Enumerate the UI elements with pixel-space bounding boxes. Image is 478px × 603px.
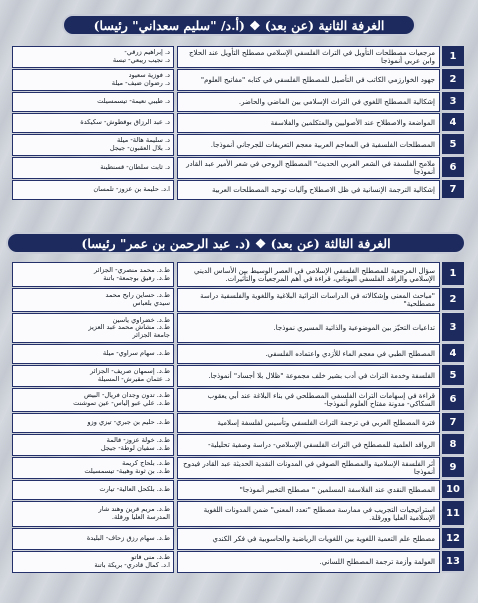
author-name: ط.د. بلحاج كريمة <box>122 460 170 468</box>
author-name: د. طيبي نعيمة- تيسمسيلت <box>97 98 170 106</box>
paper-authors <box>12 434 174 456</box>
author-name: د. بلال العقبون- جيجل <box>109 145 170 152</box>
paper-authors <box>12 113 174 133</box>
row-number: 2 <box>442 288 464 312</box>
paper-title: مرجعيات مصطلحات التأويل في التراث الفلسفي الإسلامي مصطلح التأويل عند الحلاج وابن عربي أنموذجا <box>177 46 440 68</box>
paper-authors <box>12 551 174 573</box>
paper-authors <box>12 313 174 343</box>
paper-authors <box>12 46 174 68</box>
paper-title: ملامح الفلسفة في الشعر العربي الحديث" المصطلح الروحي في شعر الأمير عبد القادر أنموذجا <box>177 157 440 179</box>
paper-authors <box>12 262 174 287</box>
table-row <box>12 157 464 179</box>
paper-authors <box>12 180 174 200</box>
row-number: 8 <box>442 434 464 456</box>
paper-title: الروافد العلمية للمصطلح في التراث الفلسفي الإسلامي- دراسة وصفية تحليلية- <box>177 434 440 456</box>
room3-title: الغرفة الثالثة (عن بعد) ❖ (د. عبد الرحمن بن عمر" رئيسا) <box>81 235 391 251</box>
paper-title: "مباحث المعنى وإشكالاته في الدراسات التراثية البلاغية واللغوية والفلسفية دراسة مصطلحية" <box>177 288 440 312</box>
row-number: 7 <box>442 413 464 433</box>
row-number: 4 <box>442 344 464 364</box>
author-name: ط.د. محمد منصري- الجزائر <box>93 266 170 274</box>
table-row <box>12 388 464 412</box>
paper-authors <box>12 528 174 550</box>
room3-table <box>12 262 464 574</box>
paper-authors <box>12 92 174 112</box>
paper-title: الفلسفة وخدمة التراث في أدب بشير خلف مجموعة "ظلال بلا أجساد" أنموذجا. <box>177 365 440 387</box>
author-name: ط.د. خضراوي ياسين <box>112 316 170 324</box>
author-name: د. عبد الرزاق بوقطوش- سكيكدة <box>80 119 170 127</box>
paper-authors <box>12 413 174 433</box>
author-name: سيدي بلعباس <box>132 300 170 307</box>
table-row <box>12 46 464 68</box>
row-number: 13 <box>442 551 464 573</box>
paper-title: قراءة في إسهامات التراث الفلسفي المصطلحي في بناء البلاغة عند أبي يعقوب السكاكي- مدونة مفتاح العلوم أنموذجا- <box>177 388 440 412</box>
author-name: ط.د. سهام رزق زحاف- البليدة <box>86 535 170 543</box>
paper-authors <box>12 157 174 179</box>
author-name: د. سليمة هالة- ميلة <box>116 137 170 145</box>
author-name: د. إبراهيم زرقي- <box>124 49 170 57</box>
row-number: 7 <box>442 180 464 200</box>
paper-title: المصطلحات الفلسفية في المعاجم العربية معجم التعريفات للجرجاني أنموذجا. <box>177 134 440 156</box>
table-row <box>12 134 464 156</box>
table-row <box>12 413 464 433</box>
paper-title: أثر الفلسفة الإسلامية والمصطلح الصوفي في المدونات النقدية الحديثة عبد القادر فيدوح أنموذجا <box>177 457 440 479</box>
paper-authors <box>12 344 174 364</box>
row-number: 1 <box>442 262 464 287</box>
table-row <box>12 457 464 479</box>
paper-title: مصطلح علم التعمية اللغوية بين اللغويات الرياضية والحاسوبية في فكر الكندي <box>177 528 440 550</box>
paper-authors <box>12 69 174 91</box>
row-number: 5 <box>442 365 464 387</box>
author-name: ط.د. رفيق بوجمعة- باتنة <box>103 274 170 282</box>
author-name: ط.د. سفيان لوطة- جيجل <box>100 445 170 452</box>
author-name: أ.د. كمال قادري- بريكة باتنة <box>94 562 170 569</box>
table-row <box>12 528 464 550</box>
room2-header <box>62 14 416 36</box>
author-name: ط.د. خولة عزوز- قالمة <box>106 437 170 445</box>
row-number: 2 <box>442 69 464 91</box>
author-name: ط.د. بلكحل العالية- تيارت <box>99 486 170 494</box>
author-name: ط.د. حليم بن جبري- تيزي وزو <box>87 419 170 427</box>
table-row <box>12 288 464 312</box>
author-name: د. رضوان ضيف- ميلة <box>111 80 170 87</box>
author-name: ط.د. منى فاتو <box>131 554 170 562</box>
row-number: 4 <box>442 113 464 133</box>
paper-authors <box>12 288 174 312</box>
table-row <box>12 434 464 456</box>
table-row <box>12 365 464 387</box>
row-number: 3 <box>442 313 464 343</box>
author-name: ط.د. مشاش محمد عبد العزيز <box>88 324 170 332</box>
author-name: د. فوزية سعيود <box>128 72 170 80</box>
paper-title: جهود الخوارزمي الكاتب في التأصيل للمصطلح الفلسفي في كتابه "مفاتيح العلوم" <box>177 69 440 91</box>
paper-authors <box>12 501 174 527</box>
paper-title: المصطلح الطبي في معجم الماء للأزدي واعتماده الفلسفي. <box>177 344 440 364</box>
row-number: 6 <box>442 157 464 179</box>
author-name: ط.د. حساين رابح محمد <box>105 292 170 300</box>
paper-title: العولمة وأزمة ترجمة المصطلح اللساني. <box>177 551 440 573</box>
row-number: 3 <box>442 92 464 112</box>
paper-title: استراتيجيات التجريب في ممارسة مصطلح "تعدد المعنى" ضمن المدونات اللغوية الإسلامية العليا وورقلة. <box>177 501 440 527</box>
table-row <box>12 69 464 91</box>
row-number: 9 <box>442 457 464 479</box>
room2-title: الغرفة الثانية (عن بعد) ❖ (أ.د/ "سليم سعداني" رئيسا) <box>93 17 385 33</box>
table-row <box>12 313 464 343</box>
paper-title: إشكالية الترجمة الإنسانية في ظل الاصطلاح وآليات توحيد المصطلحات العربية <box>177 180 440 200</box>
paper-title: المصطلح النقدي عند الفلاسفة المسلمين " مصطلح التخيير أنموذجا" <box>177 480 440 500</box>
author-name: ط.د. علي عبو إلياس- عين تموشنت <box>73 400 170 407</box>
paper-authors <box>12 388 174 412</box>
row-number: 5 <box>442 134 464 156</box>
paper-title: تداعيات التحيّز بين الموضوعية والذاتية المسيري نموذجا. <box>177 313 440 343</box>
paper-title: سؤال المرجعية للمصطلح الفلسفي الإسلامي في العصر الوسيط بين الأساس الديني الإسلامي والرافد الفلسفي اليوناني، قراءة في أهم المرجعيات والتأثيرات. <box>177 262 440 287</box>
author-name: ط.د. بن ثونة وهيبة- تيسمسيلت <box>84 468 170 475</box>
paper-title: إشكالية المصطلح اللغوي في التراث الإسلامي بين الماضي والحاضر. <box>177 92 440 112</box>
author-name: أ.د. حليمة بن عزوز- تلمسان <box>93 186 170 194</box>
author-name: د. ثابت سلطان- قسنطينة <box>100 164 170 172</box>
author-name: د. نجيب ريبعي- تبسة <box>112 57 170 64</box>
table-row <box>12 551 464 573</box>
author-name: ط.د. تدون وجدان فريال- البيض <box>83 392 170 400</box>
table-row <box>12 480 464 500</box>
row-number: 1 <box>442 46 464 68</box>
table-row <box>12 92 464 112</box>
table-row <box>12 180 464 200</box>
author-name: د. عثمان مقيرش- المسيلة <box>97 376 170 383</box>
author-name: ط.د. إسمهان صريف- الجزائر <box>90 368 170 376</box>
author-name: ط.د. سهام سراوي- ميلة <box>102 350 170 358</box>
table-row <box>12 501 464 527</box>
paper-title: المواضعة والاصطلاح عند الأصوليين والمتكلمين والفلاسفة <box>177 113 440 133</box>
author-name: المدرسة العليا ورقلة. <box>111 514 170 521</box>
row-number: 6 <box>442 388 464 412</box>
paper-authors <box>12 480 174 500</box>
paper-authors <box>12 134 174 156</box>
table-row <box>12 262 464 287</box>
paper-title: فترة المصطلح العربي في ترجمة التراث الفلسفي وتأسيس لفلسفة إسلامية <box>177 413 440 433</box>
row-number: 11 <box>442 501 464 527</box>
row-number: 10 <box>442 480 464 500</box>
table-row <box>12 344 464 364</box>
author-name: جامعة الجزائر <box>132 331 170 339</box>
paper-authors <box>12 365 174 387</box>
room3-header <box>6 232 466 254</box>
row-number: 12 <box>442 528 464 550</box>
author-name: ط.د. مريم قرين وهند شار <box>98 506 170 514</box>
room2-table <box>12 46 464 201</box>
table-row <box>12 113 464 133</box>
paper-authors <box>12 457 174 479</box>
